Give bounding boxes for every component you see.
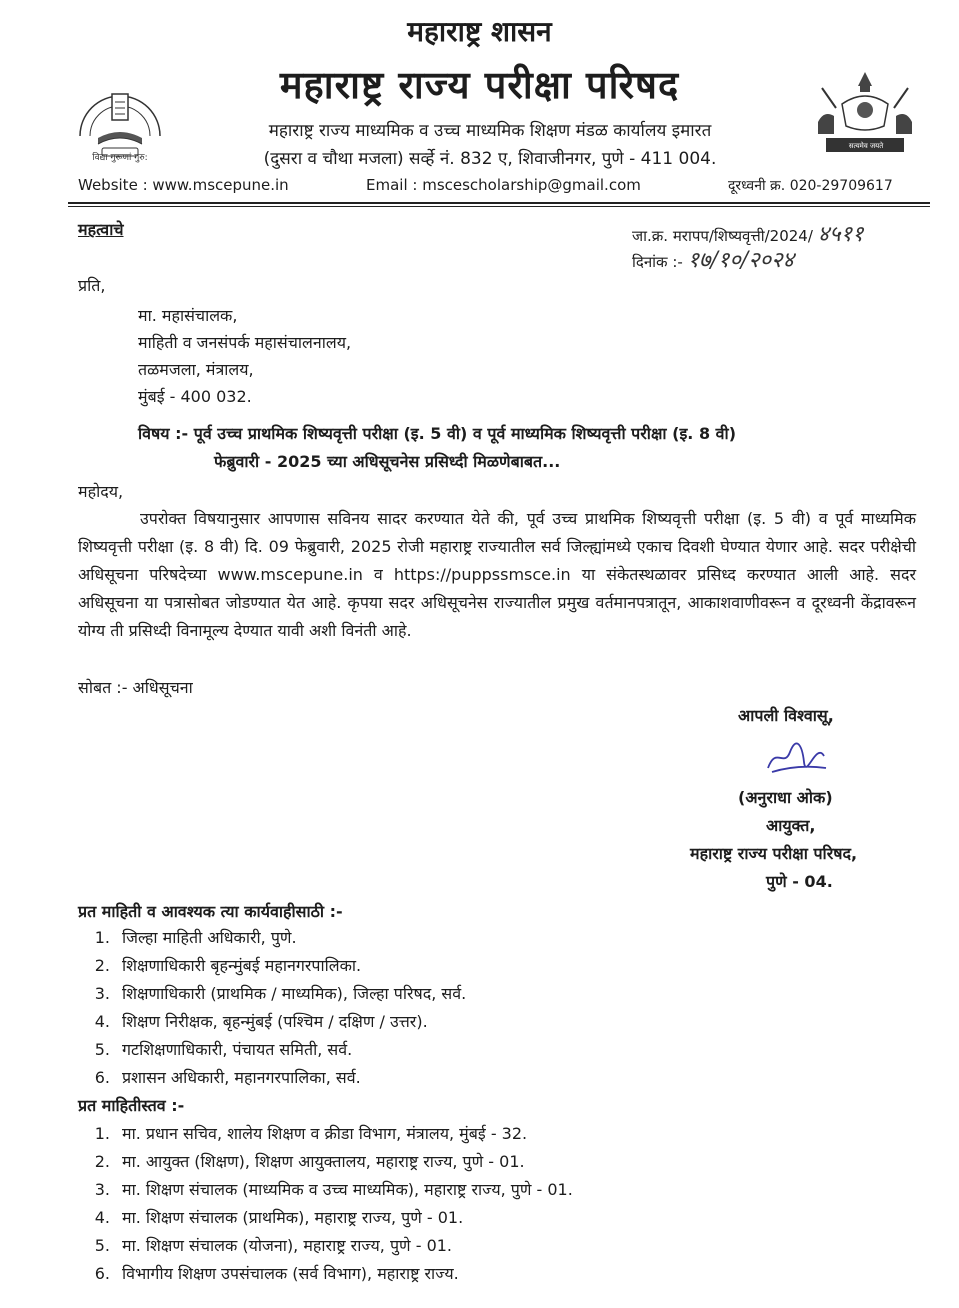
email: Email : mscescholarship@gmail.com — [366, 176, 641, 194]
signatory-designation: आयुक्त, — [766, 816, 816, 835]
closing: आपली विश्वासू, — [738, 706, 834, 725]
recipient-line: माहिती व जनसंपर्क महासंचालनालय, — [138, 333, 352, 352]
signatory-org: महाराष्ट्र राज्य परीक्षा परिषद, — [690, 844, 858, 863]
to-label: प्रति, — [78, 276, 106, 295]
header-rule — [68, 202, 930, 204]
important-label: महत्वाचे — [78, 220, 124, 239]
logo-motto: विद्या गुरूणां गुरु: — [92, 153, 148, 163]
list-item: 3. मा. शिक्षण संचालक (माध्यमिक व उच्च माध्यमिक), महाराष्ट्र राज्य, पुणे - 01. — [94, 1180, 573, 1199]
signature-scribble — [762, 738, 832, 778]
list-item: 4. मा. शिक्षण संचालक (प्राथमिक), महाराष्ट्र राज्य, पुणे - 01. — [94, 1208, 464, 1227]
list-item: 6. विभागीय शिक्षण उपसंचालक (सर्व विभाग), महाराष्ट्र राज्य. — [94, 1264, 459, 1283]
date-prefix: दिनांक :- — [632, 253, 683, 271]
list-item: 3. शिक्षणाधिकारी (प्राथमिक / माध्यमिक), जिल्हा परिषद, सर्व. — [94, 984, 467, 1003]
emblem-motto: सत्यमेव जयते — [848, 142, 884, 150]
address-line-1: महाराष्ट्र राज्य माध्यमिक व उच्च माध्यमिक शिक्षण मंडळ कार्यालय इमारत — [268, 121, 712, 141]
recipient-line: तळमजला, मंत्रालय, — [138, 360, 254, 379]
header-rule-thin — [68, 206, 930, 207]
copy-info-list — [84, 1122, 573, 1290]
list-item: 2. मा. आयुक्त (शिक्षण), शिक्षण आयुक्तालय, महाराष्ट्र राज्य, पुणे - 01. — [94, 1152, 525, 1171]
list-item: 5. मा. शिक्षण संचालक (योजना), महाराष्ट्र राज्य, पुणे - 01. — [94, 1236, 453, 1255]
signatory-name: (अनुराधा ओक) — [738, 788, 833, 807]
recipient-address — [138, 302, 351, 410]
org-title: महाराष्ट्र राज्य परीक्षा परिषद — [279, 63, 680, 107]
subject-line-2: फेब्रुवारी - 2025 च्या अधिसूचनेस प्रसिध्दी मिळणेबाबत... — [214, 452, 561, 471]
recipient-line: मा. महासंचालक, — [138, 306, 238, 325]
body-paragraph: उपरोक्त विषयानुसार आपणास सविनय सादर करण्यात येते की, पूर्व उच्च प्राथमिक शिष्यवृत्ती परीक्षा (इ. 5 वी) व पूर्व माध्यमिक शिष्यवृत्ती परीक्षा (इ. 8 वी) दि. 09 फेब्रुवारी, 2025 रोजी महाराष्ट्र राज्यातील सर्व जिल्ह्यांमध्ये एकाच दिवशी घेण्यात येणार आहे. सदर परीक्षेची अधिसूचना परिषदेच्या www.mscepune.in व https://puppssmsce.in या संकेतस्थळावर प्रसिध्द करण्यात आली आहे. सदर अधिसूचना या पत्रासोबत जोडण्यात येत आहे. कृपया सदर अधिसूचनेस राज्यातील प्रमुख वर्तमानपत्रातून, आकाशवाणीवरून व दूरध्वनी केंद्रावरून योग्य ती प्रसिध्दी विनामूल्य देण्यात यावी अशी विनंती आहे. — [78, 509, 916, 640]
enclosure: सोबत :- अधिसूचना — [78, 678, 193, 697]
reference-handwritten: ४५११ — [817, 222, 864, 247]
salutation: महोदय, — [78, 482, 124, 501]
list-item: 1. जिल्हा माहिती अधिकारी, पुणे. — [94, 928, 297, 947]
copy-info-heading: प्रत माहितीस्तव :- — [78, 1096, 185, 1115]
govt-title: महाराष्ट्र शासन — [407, 15, 552, 48]
list-item: 4. शिक्षण निरीक्षक, बृहन्मुंबई (पश्चिम / दक्षिण / उत्तर). — [94, 1012, 428, 1031]
letter-date — [632, 244, 794, 274]
website: Website : www.mscepune.in — [78, 176, 289, 194]
subject-line-1: विषय :- पूर्व उच्च प्राथमिक शिष्यवृत्ती परीक्षा (इ. 5 वी) व पूर्व माध्यमिक शिष्यवृत्ती परीक्षा (इ. 8 वी) — [138, 424, 737, 443]
list-item: 1. मा. प्रधान सचिव, शालेय शिक्षण व क्रीडा विभाग, मंत्रालय, मुंबई - 32. — [94, 1124, 528, 1143]
list-item: 2. शिक्षणाधिकारी बृहन्मुंबई महानगरपालिका. — [94, 956, 362, 975]
list-item: 6. प्रशासन अधिकारी, महानगरपालिका, सर्व. — [94, 1068, 361, 1087]
copy-action-list — [84, 926, 466, 1094]
signatory-city: पुणे - 04. — [766, 872, 833, 891]
recipient-line: मुंबई - 400 032. — [138, 387, 252, 406]
phone: दूरध्वनी क्र. 020-29709617 — [728, 178, 893, 194]
reference-prefix: जा.क्र. मरापप/शिष्यवृत्ती/2024/ — [632, 227, 813, 245]
date-handwritten: १७/१०/२०२४ — [687, 248, 794, 273]
address-line-2: (दुसरा व चौथा मजला) सर्व्हे नं. 832 ए, शिवाजीनगर, पुणे - 411 004. — [263, 149, 717, 169]
copy-action-heading: प्रत माहिती व आवश्यक त्या कार्यवाहीसाठी :- — [78, 902, 343, 921]
list-item: 5. गटशिक्षणाधिकारी, पंचायत समिती, सर्व. — [94, 1040, 353, 1059]
